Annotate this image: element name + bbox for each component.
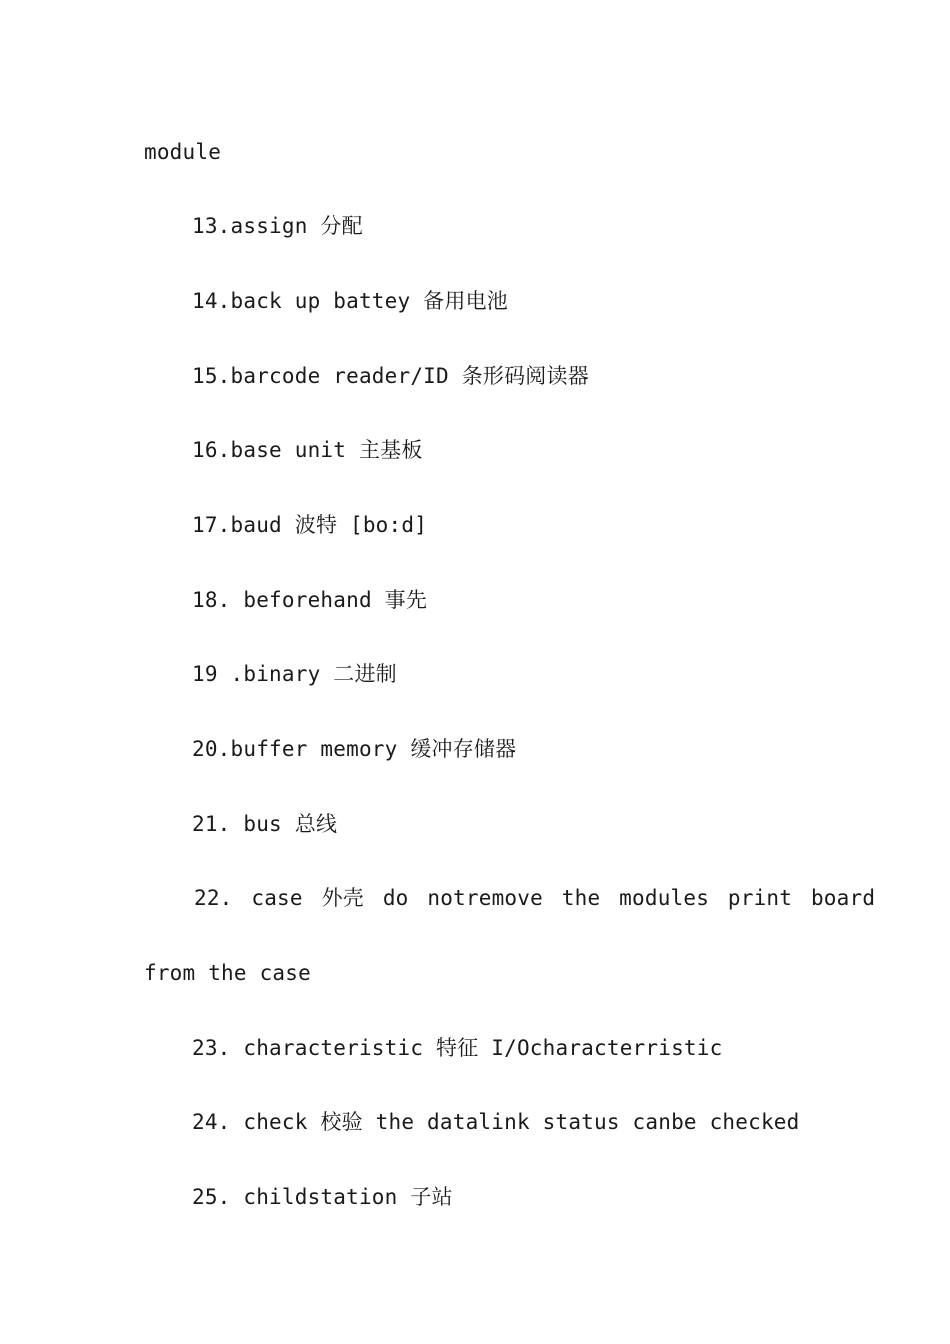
glossary-entry-24: 24. check 校验 the datalink status canbe checked [192, 1110, 800, 1134]
glossary-entry-25: 25. childstation 子站 [192, 1185, 453, 1209]
glossary-entry-16: 16.base unit 主基板 [192, 438, 423, 462]
text-line-module-continuation: module [144, 140, 222, 164]
glossary-entry-13: 13.assign 分配 [192, 214, 363, 238]
glossary-entry-15: 15.barcode reader/ID 条形码阅读器 [192, 364, 589, 388]
glossary-entry-22-continuation: from the case [144, 961, 311, 985]
glossary-entry-14: 14.back up battey 备用电池 [192, 289, 508, 313]
glossary-entry-21: 21. bus 总线 [192, 812, 338, 836]
glossary-entry-20: 20.buffer memory 缓冲存储器 [192, 737, 517, 761]
glossary-entry-19: 19 .binary 二进制 [192, 662, 397, 686]
glossary-entry-23: 23. characteristic 特征 I/Ocharacterristic [192, 1036, 723, 1060]
glossary-entry-22: 22. case 外壳 do notremove the modules print board [194, 886, 876, 910]
glossary-entry-18: 18. beforehand 事先 [192, 588, 428, 612]
glossary-entry-17: 17.baud 波特 [bo:d] [192, 513, 428, 537]
